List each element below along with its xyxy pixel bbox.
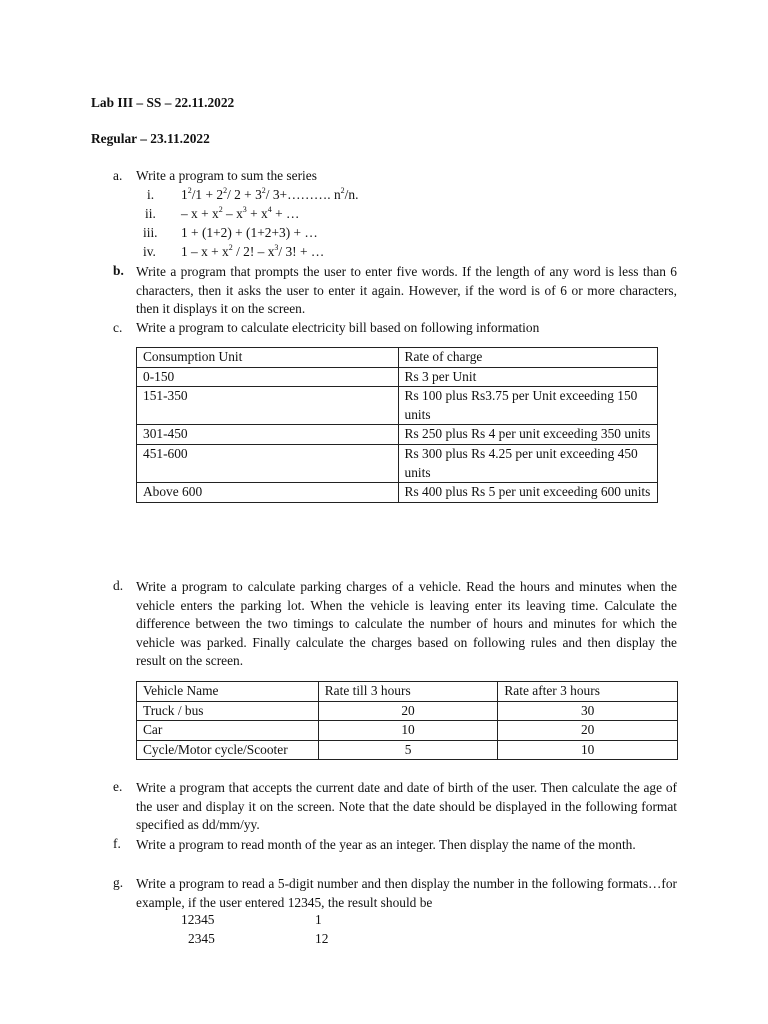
table-cell: 5 (318, 740, 498, 760)
table-cell: 10 (498, 740, 678, 760)
table-cell: 301-450 (137, 425, 399, 445)
electricity-table (136, 347, 658, 503)
item-e-marker: e. (113, 779, 123, 794)
series-iii-text: 1 + (1+2) + (1+2+3) + … (181, 225, 318, 240)
table-row (137, 740, 678, 760)
series-i-marker: i. (147, 187, 155, 202)
item-f-text: Write a program to read month of the year as an integer. Then display the name of the month. (136, 837, 636, 852)
item-d-marker: d. (113, 578, 124, 593)
table-cell: 20 (498, 721, 678, 741)
table-row (137, 387, 658, 425)
table-header-cell: Rate till 3 hours (318, 682, 498, 702)
item-f-marker: f. (113, 836, 121, 851)
table-row (137, 701, 678, 721)
table-header-row (137, 348, 658, 368)
item-a-text: Write a program to sum the series (136, 168, 317, 183)
table-row (137, 444, 658, 482)
table-cell: 20 (318, 701, 498, 721)
table-cell: Rs 300 plus Rs 4.25 per unit exceeding 450 units (398, 444, 657, 482)
table-cell: Above 600 (137, 483, 399, 503)
table-cell: Car (137, 721, 319, 741)
table-cell: Rs 250 plus Rs 4 per unit exceeding 350 units (398, 425, 657, 445)
item-b-marker: b. (113, 263, 124, 278)
item-d-text: Write a program to calculate parking charges of a vehicle. Read the hours and minutes when the vehicle enters the parking lot. When the vehicle is leaving enter its leaving time. Calculate the difference between the two timings to calculate the number of hours and minutes for which the vehicle was parked. Finally calculate the charges based on following rules and then display the result on the screen. (136, 579, 677, 669)
table-header-cell: Consumption Unit (137, 348, 399, 368)
item-e-text: Write a program that accepts the current date and date of birth of the user. Then calculate the age of the user and display it on the screen. Note that the date should be displayed in the following format specified as dd/mm/yy. (136, 780, 677, 833)
table-header-row (137, 682, 678, 702)
output-left: 2345 (188, 931, 215, 946)
table-cell: Truck / bus (137, 701, 319, 721)
table-cell: 151-350 (137, 387, 399, 425)
table-cell: Cycle/Motor cycle/Scooter (137, 740, 319, 760)
table-cell: Rs 3 per Unit (398, 367, 657, 387)
table-cell: 0-150 (137, 367, 399, 387)
table-cell: 451-600 (137, 444, 399, 482)
item-g-text: Write a program to read a 5-digit number and then display the number in the following formats…for example, if the user entered 12345, the result should be (136, 876, 677, 910)
table-row (137, 483, 658, 503)
series-iv-text: $1 - x + x^2 / 2$! – $x^3/$ 3! + … (181, 243, 325, 259)
series-ii-text: – $x + x^2 - x^3 + x^4$ + … (181, 205, 300, 221)
parking-table (136, 681, 678, 760)
lab-heading: Lab III – SS – 22.11.2022 (91, 95, 235, 110)
table-header-cell: Rate after 3 hours (498, 682, 678, 702)
series-i-text: $1^2/1 + 2^2/$ $2 + 3^2/$ 3+………. $n^2/n$. (181, 186, 359, 202)
table-row (137, 367, 658, 387)
table-cell: 10 (318, 721, 498, 741)
series-ii-marker: ii. (145, 206, 156, 221)
item-c-text: Write a program to calculate electricity bill based on following information (136, 320, 540, 335)
series-iv-marker: iv. (143, 244, 156, 259)
item-b-text: Write a program that prompts the user to enter five words. If the length of any word is less than 6 characters, then it asks the user to enter it again. However, if the word is of 6 or more characters, then it displays it on the screen. (136, 264, 677, 317)
table-cell: Rs 400 plus Rs 5 per unit exceeding 600 units (398, 483, 657, 503)
series-iii-marker: iii. (143, 225, 158, 240)
output-right: 12 (315, 931, 329, 946)
item-g-marker: g. (113, 875, 124, 890)
output-left: 12345 (181, 912, 215, 927)
regular-heading: Regular – 23.11.2022 (91, 131, 210, 146)
item-a-marker: a. (113, 168, 123, 183)
table-row (137, 425, 658, 445)
item-c-marker: c. (113, 320, 123, 335)
table-cell: 30 (498, 701, 678, 721)
output-right: 1 (315, 912, 322, 927)
table-header-cell: Vehicle Name (137, 682, 319, 702)
table-cell: Rs 100 plus Rs3.75 per Unit exceeding 150 units (398, 387, 657, 425)
table-header-cell: Rate of charge (398, 348, 657, 368)
table-row (137, 721, 678, 741)
